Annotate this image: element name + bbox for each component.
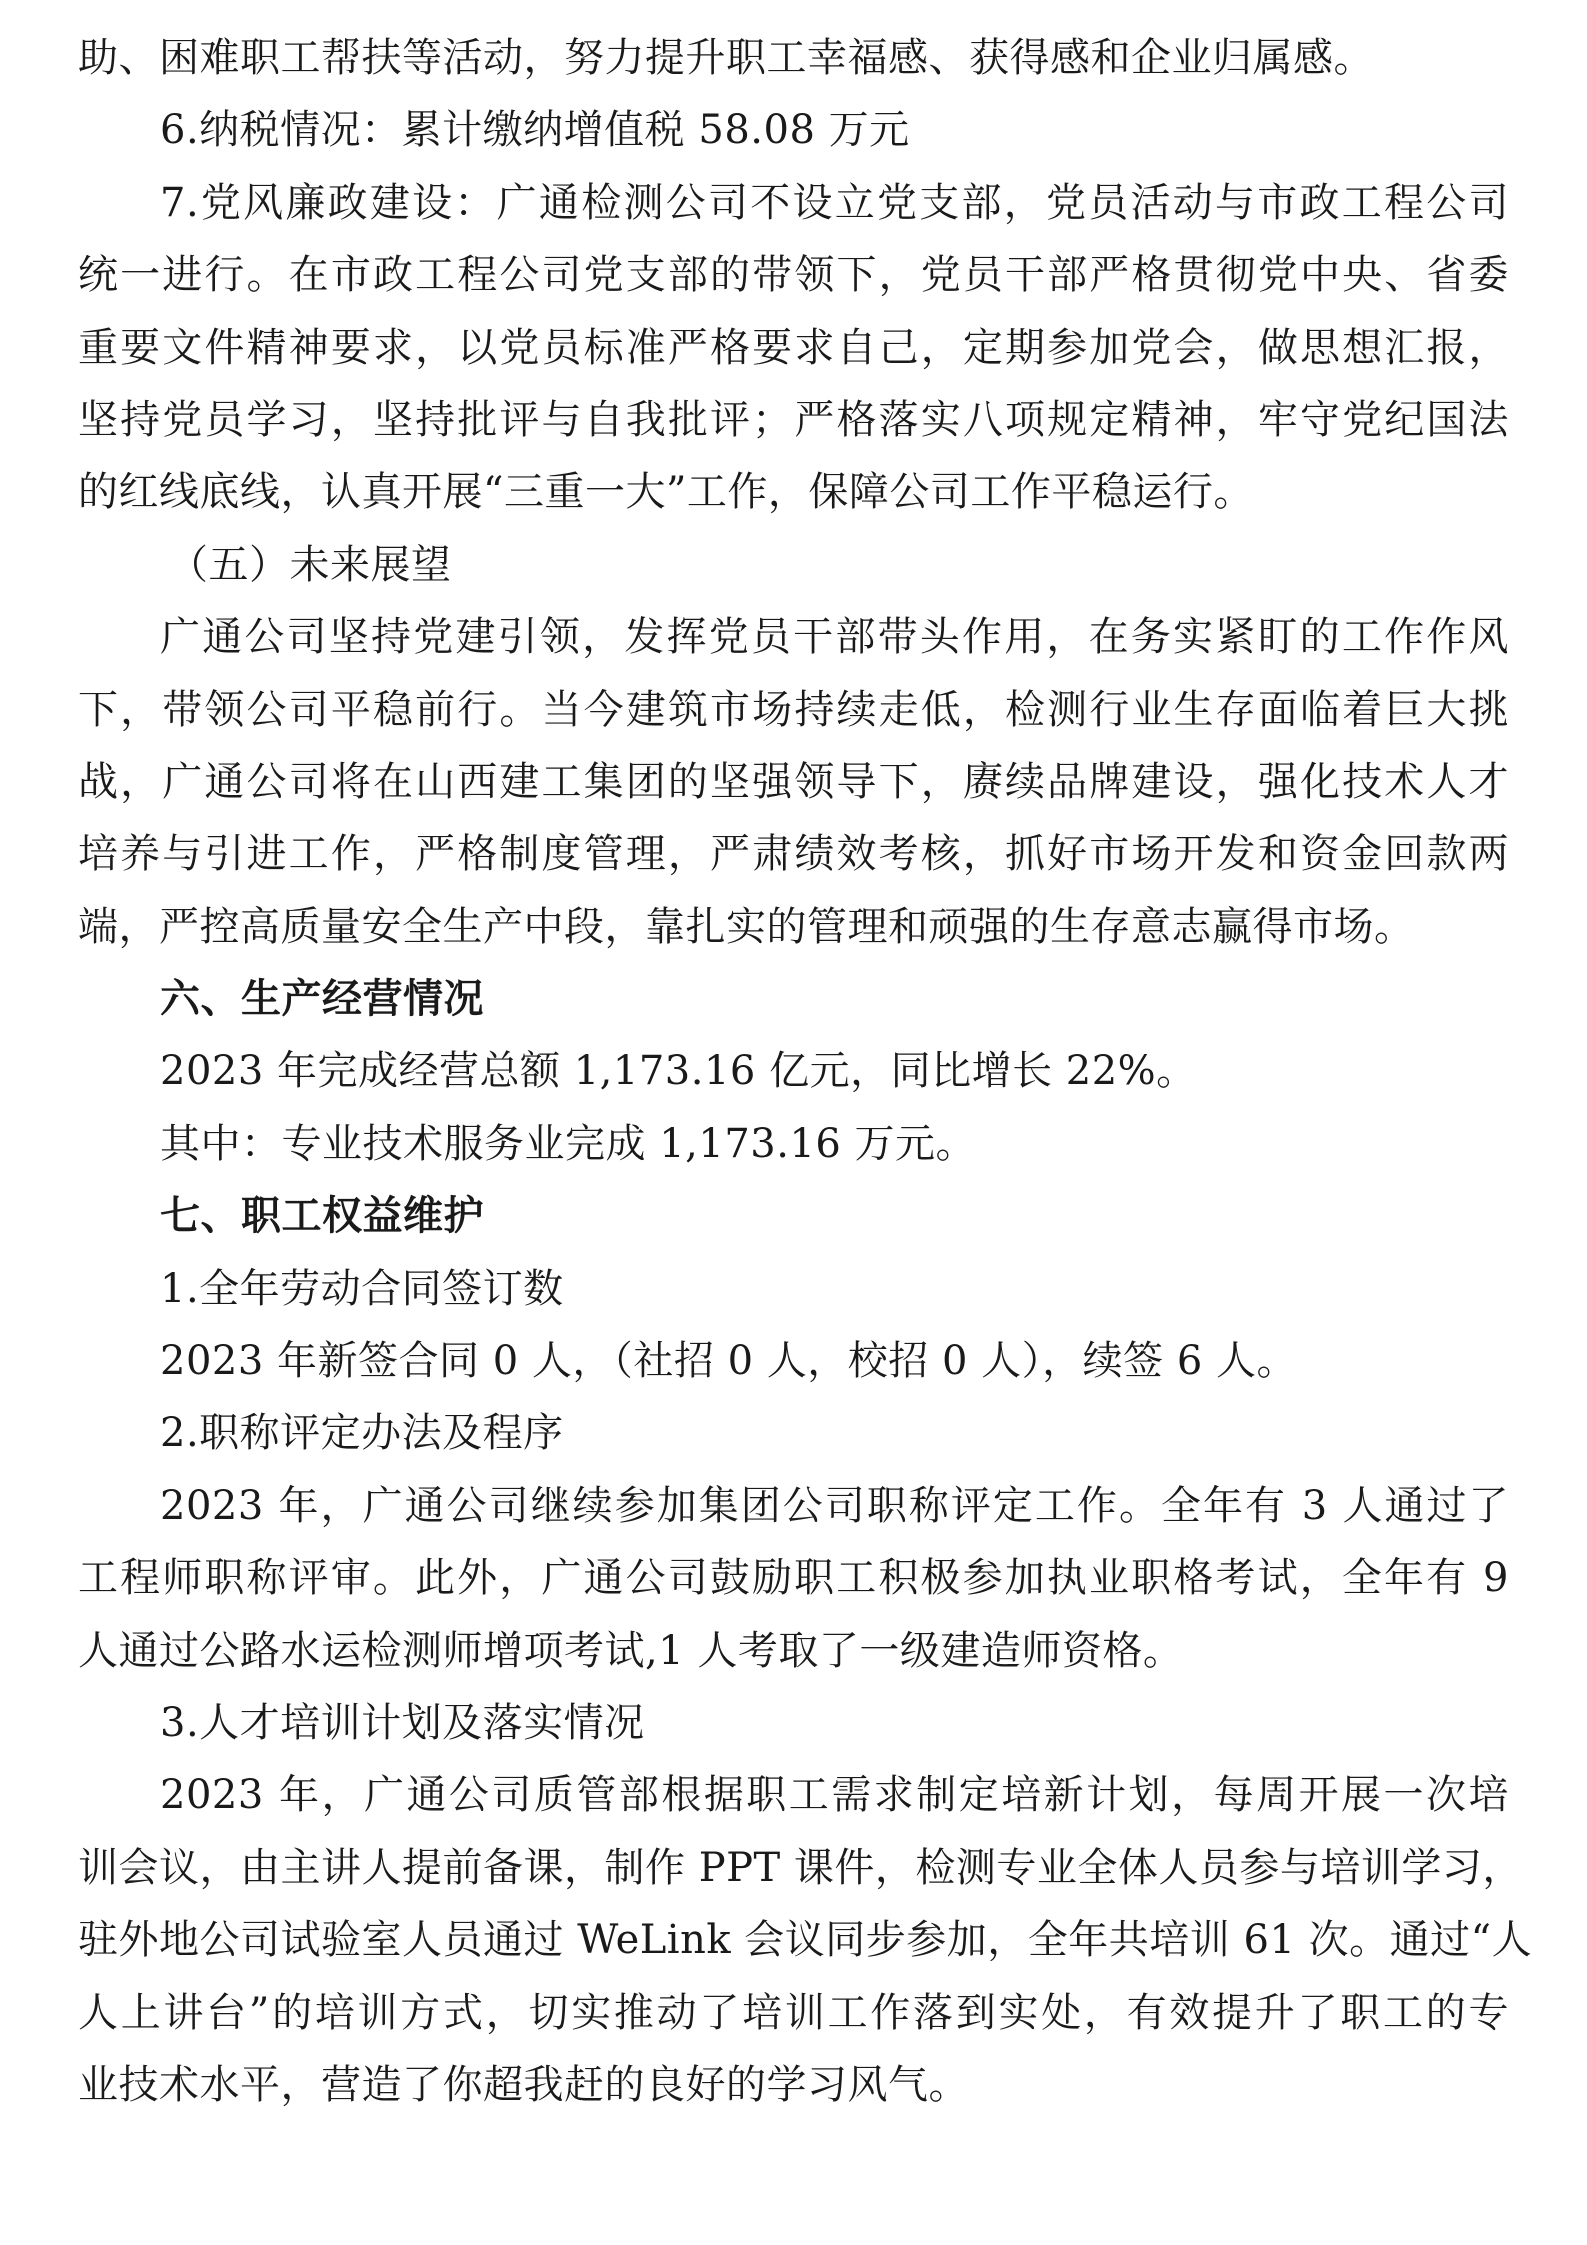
- paragraph-line: 战，广通公司将在山西建工集团的坚强领导下，赓续品牌建设，强化技术人才: [78, 758, 1509, 805]
- subsection-heading: 1.全年劳动合同签订数: [160, 1265, 564, 1312]
- paragraph-line: 下，带领公司平稳前行。当今建筑市场持续走低，检测行业生存面临着巨大挑: [78, 686, 1509, 733]
- paragraph-line: 重要文件精神要求，以党员标准严格要求自己，定期参加党会，做思想汇报，: [78, 324, 1509, 371]
- paragraph-line: 2023 年，广通公司质管部根据职工需求制定培新计划，每周开展一次培: [160, 1772, 1509, 1819]
- subsection-heading: （五）未来展望: [168, 541, 452, 588]
- paragraph-line: 2023 年新签合同 0 人，（社招 0 人，校招 0 人），续签 6 人。: [160, 1338, 1298, 1385]
- section-heading: 六、生产经营情况: [160, 976, 484, 1023]
- paragraph-line: 助、困难职工帮扶等活动，努力提升职工幸福感、获得感和企业归属感。: [78, 35, 1374, 81]
- paragraph-line: 2023 年，广通公司继续参加集团公司职称评定工作。全年有 3 人通过了: [160, 1482, 1509, 1529]
- paragraph-line: 驻外地公司试验室人员通过 WeLink 会议同步参加，全年共培训 61 次。通过“人: [78, 1917, 1533, 1964]
- subsection-heading: 2.职称评定办法及程序: [160, 1410, 564, 1457]
- paragraph-line: 业技术水平，营造了你超我赶的良好的学习风气。: [78, 2061, 969, 2108]
- section-heading: 七、职工权益维护: [160, 1193, 484, 1240]
- paragraph-line: 广通公司坚持党建引领，发挥党员干部带头作用，在务实紧盯的工作作风: [160, 614, 1509, 661]
- paragraph-line: 6.纳税情况：累计缴纳增值税 58.08 万元: [160, 107, 910, 154]
- paragraph-line: 2023 年完成经营总额 1,173.16 亿元，同比增长 22%。: [160, 1048, 1197, 1095]
- subsection-heading: 3.人才培训计划及落实情况: [160, 1699, 645, 1746]
- paragraph-line: 工程师职称评审。此外，广通公司鼓励职工积极参加执业职格考试，全年有 9: [78, 1555, 1509, 1602]
- paragraph-line: 人通过公路水运检测师增项考试,1 人考取了一级建造师资格。: [78, 1627, 1184, 1674]
- paragraph-line: 人上讲台”的培训方式，切实推动了培训工作落到实处，有效提升了职工的专: [78, 1989, 1509, 2036]
- paragraph-line: 端，严控高质量安全生产中段，靠扎实的管理和顽强的生存意志赢得市场。: [78, 903, 1415, 950]
- paragraph-line: 的红线底线，认真开展“三重一大”工作，保障公司工作平稳运行。: [78, 469, 1254, 516]
- paragraph-line: 培养与引进工作，严格制度管理，严肃绩效考核，抓好市场开发和资金回款两: [78, 831, 1509, 878]
- paragraph-line: 统一进行。在市政工程公司党支部的带领下，党员干部严格贯彻党中央、省委: [78, 252, 1509, 299]
- paragraph-line: 坚持党员学习，坚持批评与自我批评；严格落实八项规定精神，牢守党纪国法: [78, 396, 1509, 443]
- paragraph-line: 其中：专业技术服务业完成 1,173.16 万元。: [160, 1120, 977, 1167]
- paragraph-line: 7.党风廉政建设：广通检测公司不设立党支部，党员活动与市政工程公司: [160, 179, 1509, 226]
- paragraph-line: 训会议，由主讲人提前备课，制作 PPT 课件，检测专业全体人员参与培训学习，: [78, 1844, 1523, 1891]
